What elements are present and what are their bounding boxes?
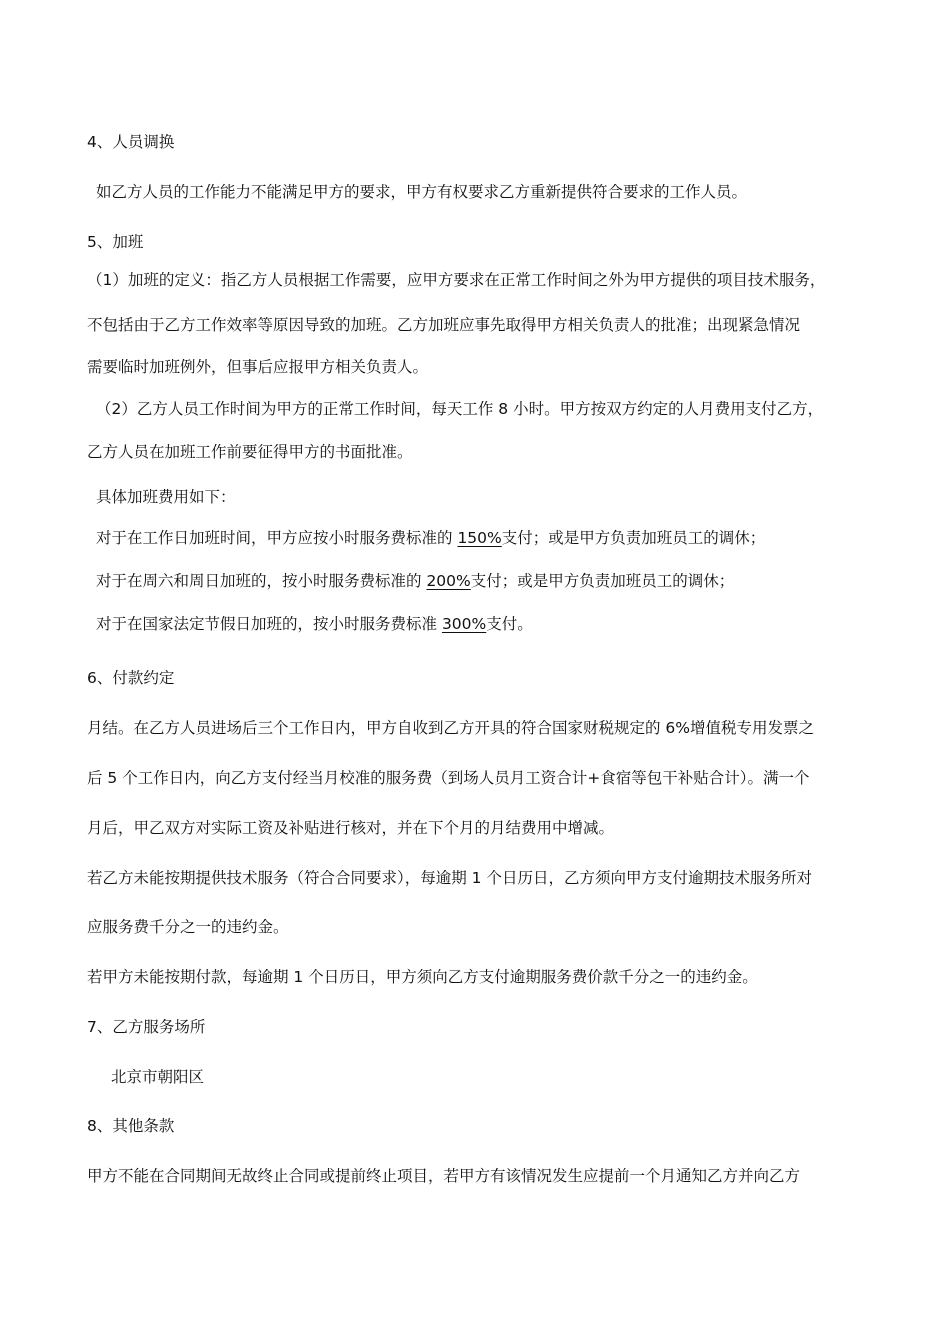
section-7-heading: 7、乙方服务场所: [87, 1018, 206, 1036]
section-5-heading: 5、加班: [87, 233, 144, 251]
section-6-p1-line2: 后 5 个工作日内，向乙方支付经当月校准的服务费（到场人员月工资合计+食宿等包干补贴合计）。满一个: [87, 769, 810, 787]
overtime-fee-weekend: [96, 570, 734, 592]
section-5-item1-line2: 不包括由于乙方工作效率等原因导致的加班。乙方加班应事先取得甲方相关负责人的批准；出现紧急情况: [87, 316, 801, 334]
section-6-heading: 6、付款约定: [87, 669, 175, 687]
fee-text: 支付；或是甲方负责加班员工的调休；: [501, 529, 766, 547]
section-4-heading: 4、人员调换: [87, 133, 175, 151]
fee-text: 对于在周六和周日加班的，按小时服务费标准的: [96, 572, 427, 590]
section-5-item2-line2: 乙方人员在加班工作前要征得甲方的书面批准。: [87, 443, 413, 461]
section-8-p1-line1: 甲方不能在合同期间无故终止合同或提前终止项目，若甲方有该情况发生应提前一个月通知乙方并向乙方: [87, 1167, 801, 1185]
fee-text: 支付。: [486, 615, 533, 633]
overtime-fee-weekday: [96, 527, 765, 549]
section-5-item1-line3: 需要临时加班例外，但事后应报甲方相关负责人。: [87, 358, 429, 376]
section-6-p1-line3: 月后，甲乙双方对实际工资及补贴进行核对，并在下个月的月结费用中增减。: [87, 819, 615, 837]
fee-percentage: 200%: [426, 572, 471, 590]
fee-text: 对于在国家法定节假日加班的，按小时服务费标准: [96, 615, 442, 633]
section-6-p3: 若甲方未能按期付款，每逾期 1 个日历日，甲方须向乙方支付逾期服务费价款千分之一的违约金。: [87, 968, 758, 986]
section-5-item1-line1: （1）加班的定义：指乙方人员根据工作需要，应甲方要求在正常工作时间之外为甲方提供的项目技术服务，: [87, 271, 826, 289]
fee-text: 对于在工作日加班时间，甲方应按小时服务费标准的: [96, 529, 458, 547]
fee-text: 支付；或是甲方负责加班员工的调休；: [470, 572, 735, 590]
fee-percentage: 150%: [457, 529, 502, 547]
section-8-heading: 8、其他条款: [87, 1117, 175, 1135]
section-5-item2-line1: （2）乙方人员工作时间为甲方的正常工作时间，每天工作 8 小时。甲方按双方约定的人月费用支付乙方，: [96, 400, 824, 418]
fee-percentage: 300%: [441, 615, 487, 633]
section-6-p2-line1: 若乙方未能按期提供技术服务（符合合同要求），每逾期 1 个日历日，乙方须向甲方支付逾期技术服务所对: [87, 869, 812, 887]
service-location: 北京市朝阳区: [111, 1068, 205, 1086]
section-4-paragraph: 如乙方人员的工作能力不能满足甲方的要求，甲方有权要求乙方重新提供符合要求的工作人员。: [96, 183, 748, 201]
section-6-p1-line1: 月结。在乙方人员进场后三个工作日内，甲方自收到乙方开具的符合国家财税规定的 6%增值税专用发票之: [87, 719, 815, 737]
overtime-fee-holiday: [96, 613, 533, 635]
section-6-p2-line2: 应服务费千分之一的违约金。: [87, 918, 289, 936]
overtime-fees-intro: 具体加班费用如下：: [96, 488, 236, 506]
